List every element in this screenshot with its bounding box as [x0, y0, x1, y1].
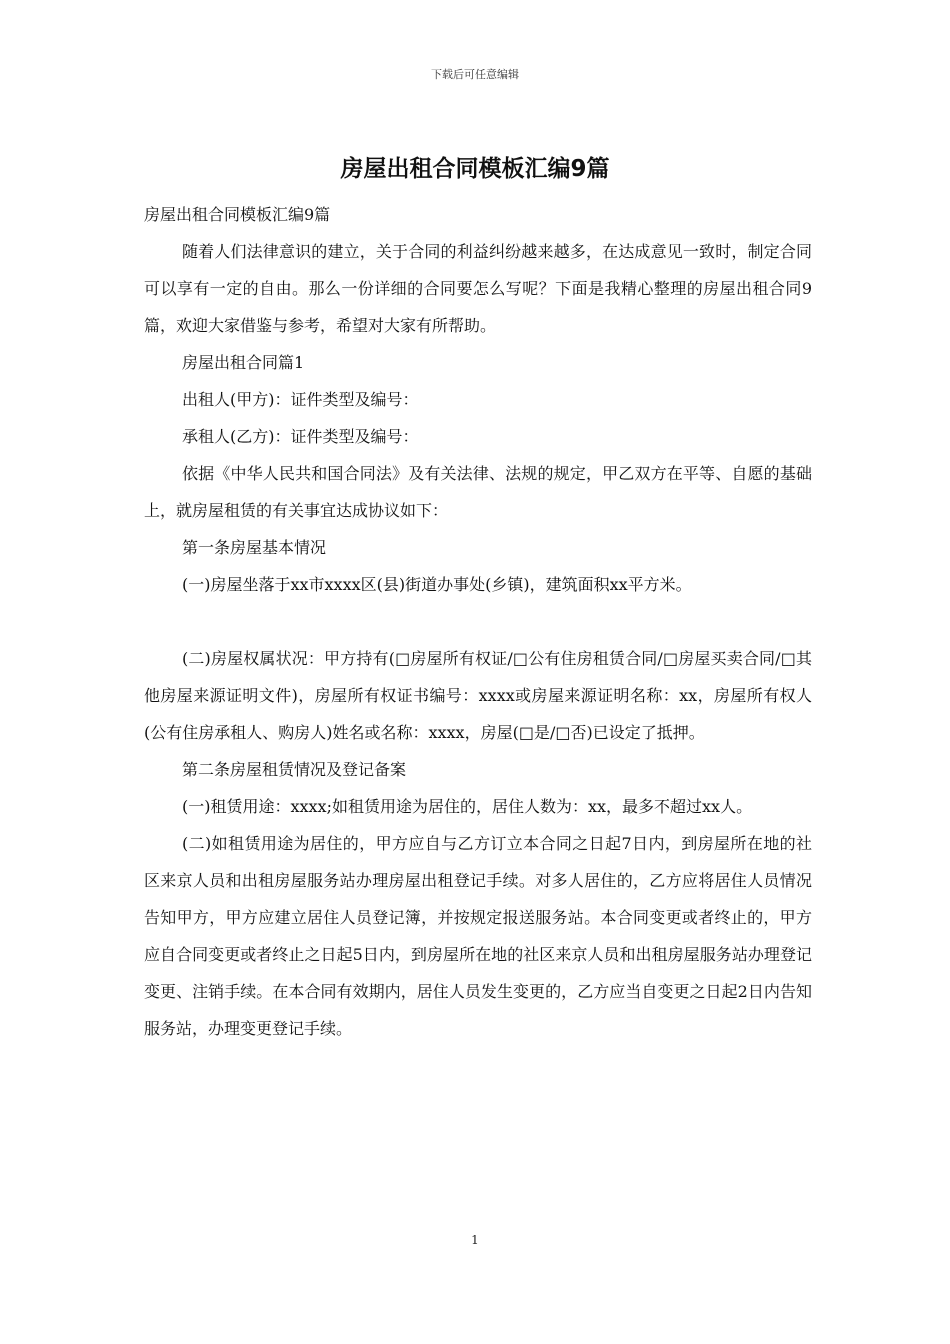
section-heading: 房屋出租合同篇1 [182, 353, 305, 372]
article2-item2: (二)如租赁用途为居住的，甲方应自与乙方订立本合同之日起7日内，到房屋所在地的社区来京人员和出租房屋服务站办理房屋出租登记手续。对多人居住的，乙方应将居住人员情况告知甲方，甲方应建立居住人员登记簿，并按规定报送服务站。本合同变更或者终止的，甲方应自合同变更或者终止之日起5日内，到房屋所在地的社区来京人员和出租房屋服务站办理登记变更、注销手续。在本合同有效期内，居住人员发生变更的，乙方应当自变更之日起2日内告知服务站，办理变更登记手续。 [144, 834, 812, 1038]
article1-item1: (一)房屋坐落于xx市xxxx区(县)街道办事处(乡镇)，建筑面积xx平方米。 [182, 575, 692, 594]
lessor-line: 出租人(甲方)：证件类型及编号： [182, 390, 419, 409]
article1-heading: 第一条房屋基本情况 [182, 538, 327, 557]
intro-paragraph: 随着人们法律意识的建立，关于合同的利益纠纷越来越多，在达成意见一致时，制定合同可以享有一定的自由。那么一份详细的合同要怎么写呢？下面是我精心整理的房屋出租合同9篇，欢迎大家借鉴与参考，希望对大家有所帮助。 [144, 242, 812, 335]
page-number: 1 [471, 1233, 479, 1247]
lessee-line: 承租人(乙方)：证件类型及编号： [182, 427, 419, 446]
basis-paragraph: 依据《中华人民共和国合同法》及有关法律、法规的规定，甲乙双方在平等、自愿的基础上，就房屋租赁的有关事宜达成协议如下： [144, 464, 812, 520]
document-body [144, 196, 812, 1047]
article2-item1: (一)租赁用途：xxxx;如租赁用途为居住的，居住人数为：xx，最多不超过xx人。 [182, 797, 753, 816]
article1-item2: (二)房屋权属状况：甲方持有(□房屋所有权证/□公有住房租赁合同/□房屋买卖合同/□其他房屋来源证明文件)，房屋所有权证书编号：xxxx或房屋来源证明名称：xx，房屋所有权人(公有住房承租人、购房人)姓名或名称：xxxx，房屋(□是/□否)已设定了抵押。 [144, 649, 812, 742]
document-title: 房屋出租合同模板汇编9篇 [340, 156, 610, 182]
document-subtitle: 房屋出租合同模板汇编9篇 [144, 205, 331, 224]
article2-heading: 第二条房屋租赁情况及登记备案 [182, 760, 407, 779]
header-note: 下载后可任意编辑 [431, 68, 519, 81]
